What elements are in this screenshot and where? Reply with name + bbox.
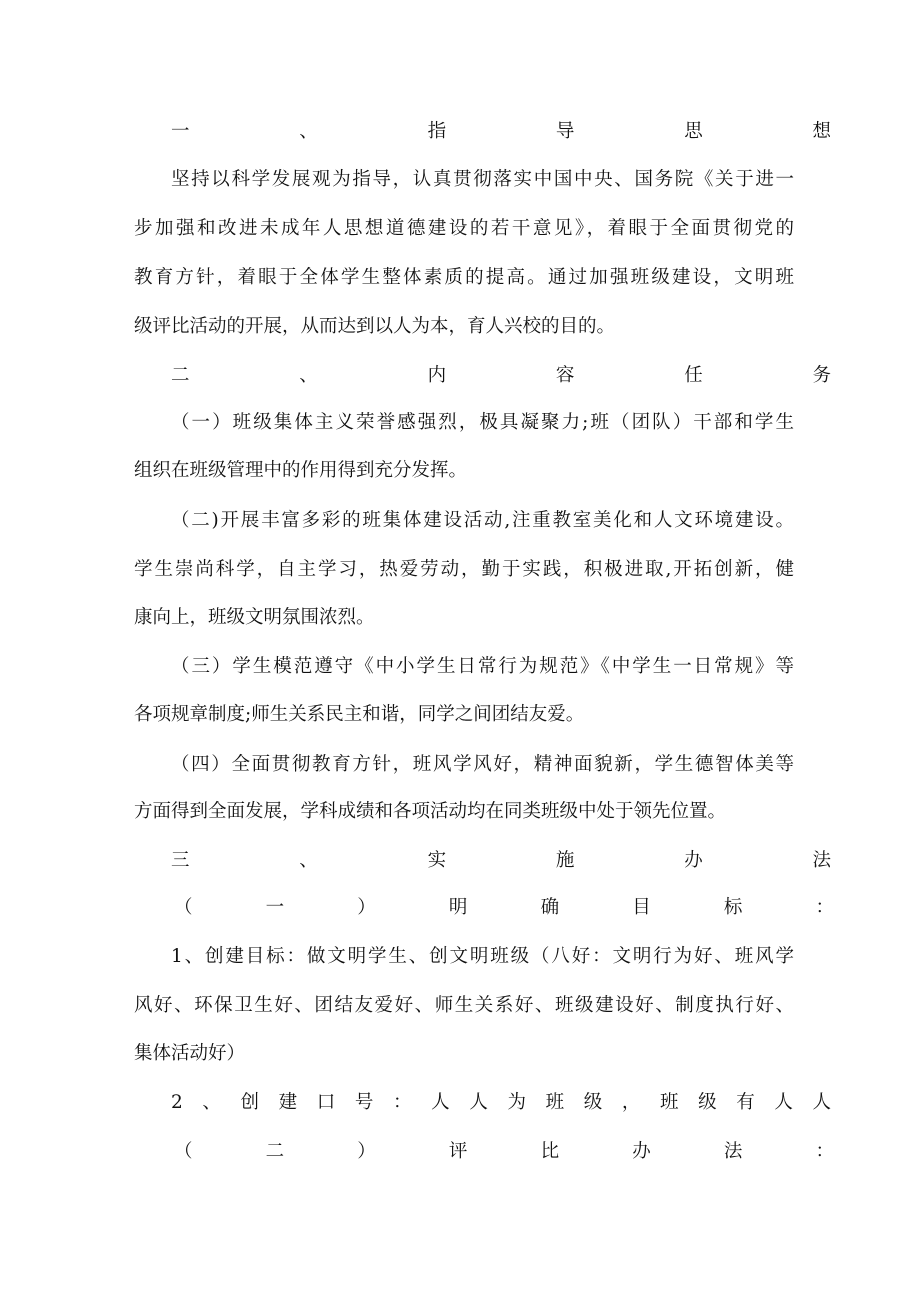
paragraph-line: 康向上，班级文明氛围浓烈。 <box>134 607 375 628</box>
paragraph-line: 风好、环保卫生好、团结友爱好、师生关系好、班级建设好、制度执行好、 <box>134 995 794 1016</box>
paragraph-line: 级评比活动的开展，从而达到以人为本，育人兴校的目的。 <box>134 316 616 337</box>
subsection-heading: （一）明确目标： <box>174 897 834 918</box>
section-heading-1: 一、指导思想 <box>171 121 831 142</box>
section-heading-3: 三、实施办法 <box>171 850 831 871</box>
paragraph-line: 方面得到全面发展，学科成绩和各项活动均在同类班级中处于领先位置。 <box>134 801 727 822</box>
paragraph-line: 1、创建目标：做文明学生、创文明班级（八好：文明行为好、班风学 <box>171 946 794 967</box>
paragraph-line: 学生崇尚科学，自主学习，热爱劳动，勤于实践，积极进取,开拓创新，健 <box>134 559 794 580</box>
paragraph-line: （四）全面贯彻教育方针，班风学风好，精神面貌新，学生德智体美等 <box>171 754 794 775</box>
paragraph-line: 坚持以科学发展观为指导，认真贯彻落实中国中央、国务院《关于进一 <box>171 169 794 190</box>
paragraph-line: 组织在班级管理中的作用得到充分发挥。 <box>134 460 468 481</box>
paragraph-line: 集体活动好） <box>134 1043 246 1064</box>
paragraph-line: （二)开展丰富多彩的班集体建设活动,注重教室美化和人文环境建设。 <box>171 510 794 531</box>
subsection-heading: （二）评比办法： <box>174 1141 834 1162</box>
paragraph-line: 2、创建口号：人人为班级，班级有人人 <box>171 1092 831 1113</box>
paragraph-line: 步加强和改进未成年人思想道德建设的若干意见》，着眼于全面贯彻党的 <box>134 218 794 239</box>
section-heading-2: 二、内容任务 <box>171 365 831 386</box>
paragraph-line: （一）班级集体主义荣誉感强烈，极具凝聚力;班（团队）干部和学生 <box>171 412 794 433</box>
paragraph-line: 教育方针，着眼于全体学生整体素质的提高。通过加强班级建设，文明班 <box>134 267 794 288</box>
paragraph-line: （三）学生模范遵守《中小学生日常行为规范》《中学生一日常规》等 <box>171 656 794 677</box>
paragraph-line: 各项规章制度;师生关系民主和谐，同学之间团结友爱。 <box>134 704 585 725</box>
